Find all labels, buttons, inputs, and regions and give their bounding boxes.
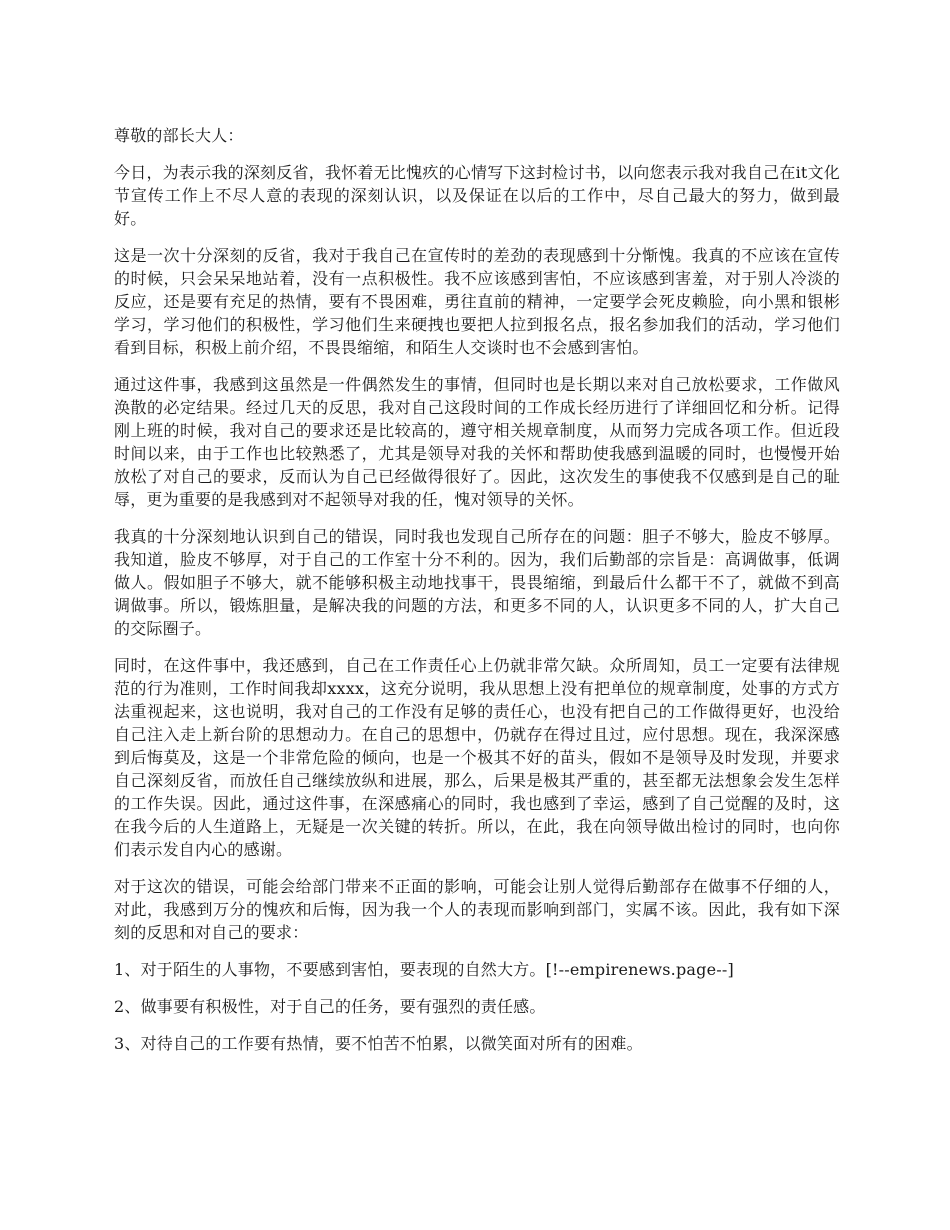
paragraph-opening: 今日，为表示我的深刻反省，我怀着无比愧疚的心情写下这封检讨书，以向您表示我对我自己在it文化节宣传工作上不尽人意的表现的深刻认识，以及保证在以后的工作中，尽自己最大的努力，做到最好。 <box>114 163 840 228</box>
paragraph-requirements-intro: 对于这次的错误，可能会给部门带来不正面的影响，可能会让别人觉得后勤部存在做事不仔细的人，对此，我感到万分的愧疚和后悔，因为我一个人的表现而影响到部门，实属不该。因此，我有如下深刻的反思和对自己的要求： <box>114 877 840 942</box>
requirement-item-1: 1、对于陌生的人事物，不要感到害怕，要表现的自然大方。[!--empirenews.page--] <box>114 960 734 979</box>
paragraph-reflection: 这是一次十分深刻的反省，我对于我自己在宣传时的差劲的表现感到十分惭愧。我真的不应该在宣传的时候，只会呆呆地站着，没有一点积极性。我不应该感到害怕，不应该感到害羞，对于别人冷淡的反应，还是要有充足的热情，要有不畏困难，勇往直前的精神，一定要学会死皮赖脸，向小黑和银彬学习，学习他们的积极性，学习他们生来硬拽也要把人拉到报名点，报名参加我们的活动，学习他们看到目标，积极上前介绍，不畏畏缩缩，和陌生人交谈时也不会感到害怕。 <box>114 246 840 357</box>
requirement-item-3: 3、对待自己的工作要有热情，要不怕苦不怕累，以微笑面对所有的困难。 <box>114 1034 643 1053</box>
paragraph-analysis: 通过这件事，我感到这虽然是一件偶然发生的事情，但同时也是长期以来对自己放松要求，工作做风涣散的必定结果。经过几天的反思，我对自己这段时间的工作成长经历进行了详细回忆和分析。记得刚上班的时候，我对自己的要求还是比较高的，遵守相关规章制度，从而努力完成各项工作。但近段时间以来，由于工作也比较熟悉了，尤其是领导对我的关怀和帮助使我感到温暖的同时，也慢慢开始放松了对自己的要求，反而认为自己已经做得很好了。因此，这次发生的事使我不仅感到是自己的耻辱，更为重要的是我感到对不起领导对我的任，愧对领导的关怀。 <box>114 375 840 509</box>
requirement-item-2: 2、做事要有积极性，对于自己的任务，要有强烈的责任感。 <box>114 997 546 1016</box>
paragraph-problem: 我真的十分深刻地认识到自己的错误，同时我也发现自己所存在的问题：胆子不够大，脸皮不够厚。我知道，脸皮不够厚，对于自己的工作室十分不利的。因为，我们后勤部的宗旨是：高调做事，低调做人。假如胆子不够大，就不能够积极主动地找事干，畏畏缩缩，到最后什么都干不了，就做不到高调做事。所以，锻炼胆量，是解决我的问题的方法，和更多不同的人，认识更多不同的人，扩大自己的交际圈子。 <box>114 527 840 638</box>
paragraph-responsibility: 同时，在这件事中，我还感到，自己在工作责任心上仍就非常欠缺。众所周知，员工一定要有法律规范的行为准则，工作时间我却xxxx，这充分说明，我从思想上没有把单位的规章制度，处事的方式方法重视起来，这也说明，我对自己的工作没有足够的责任心，也没有把自己的工作做得更好，也没给自己注入走上新台阶的思想动力。在自己的思想中，仍就存在得过且过，应付思想。现在，我深深感到后悔莫及，这是一个非常危险的倾向，也是一个极其不好的苗头，假如不是领导及时发现，并要求自己深刻反省，而放任自己继续放纵和进展，那么，后果是极其严重的，甚至都无法想象会发生怎样的工作失误。因此，通过这件事，在深感痛心的同时，我也感到了幸运，感到了自己觉醒的及时，这在我今后的人生道路上，无疑是一次关键的转折。所以，在此，我在向领导做出检讨的同时，也向你们表示发自内心的感谢。 <box>114 656 840 859</box>
salutation: 尊敬的部长大人： <box>114 126 244 145</box>
document-body <box>114 124 840 1069</box>
